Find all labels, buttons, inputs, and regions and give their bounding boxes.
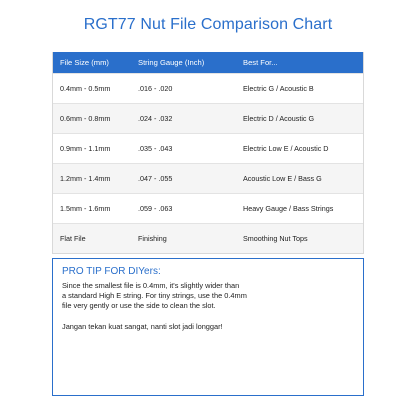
table-row [53, 133, 363, 163]
table-row [53, 103, 363, 133]
cell-string-gauge: .016 - .020 [138, 84, 173, 93]
pro-tip-line: a standard High E string. For tiny strings, use the 0.4mm [62, 291, 247, 301]
cell-file-size: 1.2mm - 1.4mm [60, 174, 111, 183]
cell-best-for: Smoothing Nut Tops [243, 234, 308, 243]
table-row [53, 193, 363, 223]
cell-best-for: Acoustic Low E / Bass G [243, 174, 322, 183]
cell-best-for: Electric G / Acoustic B [243, 84, 314, 93]
cell-file-size: 0.9mm - 1.1mm [60, 144, 111, 153]
pro-tip-title: PRO TIP FOR DIYers: [62, 266, 161, 277]
cell-best-for: Electric D / Acoustic G [243, 114, 315, 123]
pro-tip-box [52, 258, 364, 396]
cell-file-size: 0.4mm - 0.5mm [60, 84, 111, 93]
page-title: RGT77 Nut File Comparison Chart [83, 16, 333, 33]
cell-file-size: 0.6mm - 0.8mm [60, 114, 111, 123]
cell-string-gauge: .047 - .055 [138, 174, 173, 183]
cell-best-for: Heavy Gauge / Bass Strings [243, 204, 334, 213]
cell-string-gauge: .024 - .032 [138, 114, 173, 123]
table-header [53, 52, 363, 73]
table-row [53, 223, 363, 253]
pro-tip-note: Jangan tekan kuat sangat, nanti slot jadi longgar! [62, 321, 223, 331]
comparison-table [52, 52, 364, 254]
header-best-for: Best For... [243, 58, 278, 67]
header-string-gauge: String Gauge (Inch) [138, 58, 205, 67]
cell-best-for: Electric Low E / Acoustic D [243, 144, 329, 153]
pro-tip-line: Since the smallest file is 0.4mm, it's slightly wider than [62, 281, 240, 290]
cell-string-gauge: .035 - .043 [138, 144, 173, 153]
cell-file-size: 1.5mm - 1.6mm [60, 204, 111, 213]
cell-file-size: Flat File [60, 234, 86, 243]
header-file-size: File Size (mm) [60, 58, 109, 67]
table-row [53, 73, 363, 103]
table-row [53, 163, 363, 193]
cell-string-gauge: Finishing [138, 234, 167, 243]
pro-tip-line: file very gently or use the side to clean the slot. [62, 301, 216, 311]
pro-tip-body [62, 281, 354, 332]
cell-string-gauge: .059 - .063 [138, 204, 173, 213]
